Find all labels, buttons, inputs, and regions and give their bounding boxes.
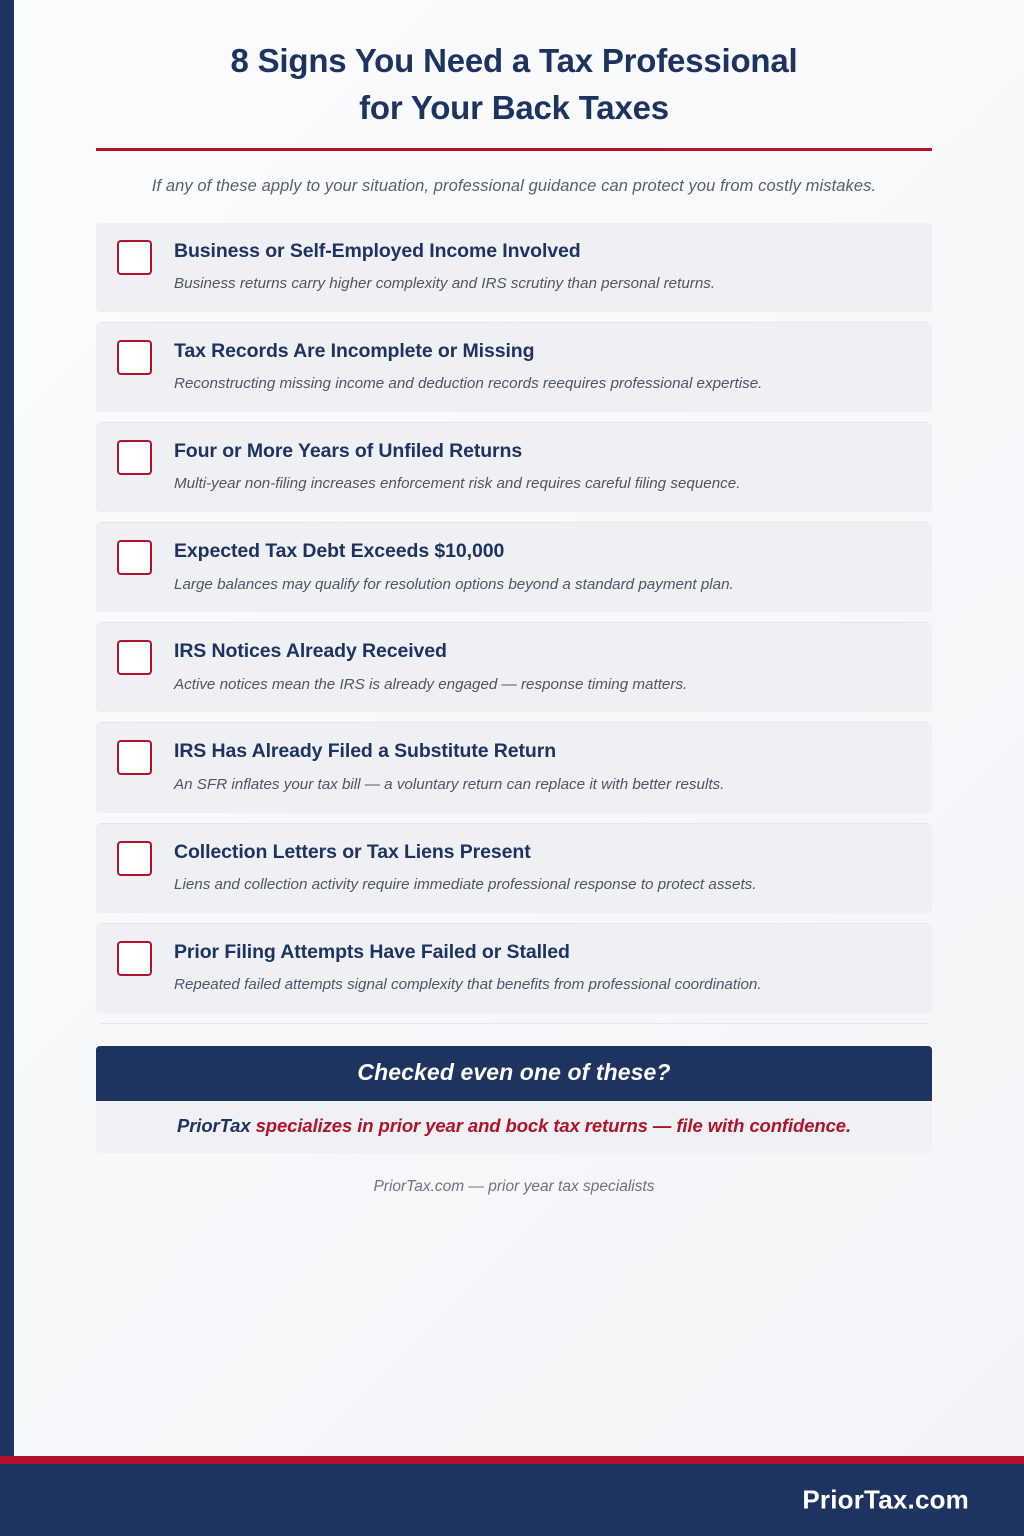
- cta-subtext-rest: specializes in prior year and bock tax returns — file with confidence.: [250, 1114, 852, 1136]
- footer-bar: [0, 1464, 1024, 1536]
- list-item[interactable]: [96, 623, 932, 712]
- list-item-description: Multi-year non-filing increases enforcement risk and requires careful filing sequence.: [174, 475, 741, 493]
- page-title-line-1: 8 Signs You Need a Tax Professional: [230, 42, 798, 79]
- checkbox-icon[interactable]: [117, 540, 152, 575]
- list-divider: [100, 412, 928, 423]
- list-item[interactable]: [96, 824, 932, 913]
- list-divider: [100, 1013, 928, 1024]
- list-item-title: IRS Notices Already Received: [174, 640, 447, 663]
- checkbox-icon[interactable]: [117, 440, 152, 475]
- left-accent-rail: [0, 0, 14, 1536]
- checklist: [96, 223, 932, 1024]
- list-divider: [100, 913, 928, 924]
- list-item-description: Reconstructing missing income and deduction records reequires professional expertise.: [174, 375, 763, 393]
- list-divider: [100, 512, 928, 523]
- list-divider: [100, 312, 928, 323]
- cta-brand: PriorTax: [176, 1114, 251, 1136]
- list-item[interactable]: [96, 523, 932, 612]
- checkbox-icon[interactable]: [117, 740, 152, 775]
- footnote: PriorTax.com — prior year tax specialists: [373, 1177, 655, 1195]
- list-item[interactable]: [96, 924, 932, 1013]
- list-item[interactable]: [96, 223, 932, 312]
- list-item-title: Business or Self-Employed Income Involved: [174, 239, 581, 262]
- list-item-title: IRS Has Already Filed a Substitute Return: [174, 740, 557, 763]
- list-item-title: Prior Filing Attempts Have Failed or Stalled: [174, 940, 570, 963]
- list-item-title: Expected Tax Debt Exceeds $10,000: [174, 540, 505, 563]
- cta-banner: [96, 1046, 932, 1101]
- list-item-description: Liens and collection activity require immediate professional response to protect assets.: [174, 875, 757, 893]
- list-divider: [100, 712, 928, 723]
- list-item-description: Business returns carry higher complexity and IRS scrutiny than personal returns.: [174, 275, 716, 293]
- list-divider: [100, 813, 928, 824]
- list-item-description: Active notices mean the IRS is already engaged — response timing matters.: [174, 675, 688, 693]
- checkbox-icon[interactable]: [117, 240, 152, 275]
- cta-headline: Checked even one of these?: [357, 1058, 671, 1085]
- page-title-line-2: for Your Back Taxes: [359, 88, 669, 126]
- list-item-description: Repeated failed attempts signal complexity that benefits from professional coordination.: [174, 976, 762, 994]
- list-item[interactable]: [96, 423, 932, 512]
- checkbox-icon[interactable]: [117, 340, 152, 375]
- checkbox-icon[interactable]: [117, 941, 152, 976]
- page-title: [96, 0, 932, 132]
- title-divider: [96, 148, 932, 151]
- content-column: [96, 0, 932, 1196]
- list-item-title: Four or More Years of Unfiled Returns: [174, 440, 523, 462]
- checkbox-icon[interactable]: [117, 640, 152, 675]
- list-item[interactable]: [96, 323, 932, 412]
- list-item[interactable]: [96, 723, 932, 812]
- cta-subtext: [177, 1115, 851, 1136]
- footer-accent-bar: [0, 1456, 1024, 1464]
- list-divider: [100, 612, 928, 623]
- checkbox-icon[interactable]: [117, 841, 152, 876]
- list-item-description: Large balances may qualify for resolution options beyond a standard payment plan.: [174, 575, 734, 593]
- cta-subbanner: [96, 1101, 932, 1153]
- list-item-title: Collection Letters or Tax Liens Present: [174, 840, 531, 863]
- footer-brand: PriorTax.com: [802, 1484, 969, 1515]
- list-item-description: An SFR inflates your tax bill — a voluntary return can replace it with better results.: [174, 775, 725, 793]
- list-item-title: Tax Records Are Incomplete or Missing: [174, 339, 535, 362]
- page-subtitle: If any of these apply to your situation, professional guidance can protect you from costly mistakes.: [151, 176, 877, 195]
